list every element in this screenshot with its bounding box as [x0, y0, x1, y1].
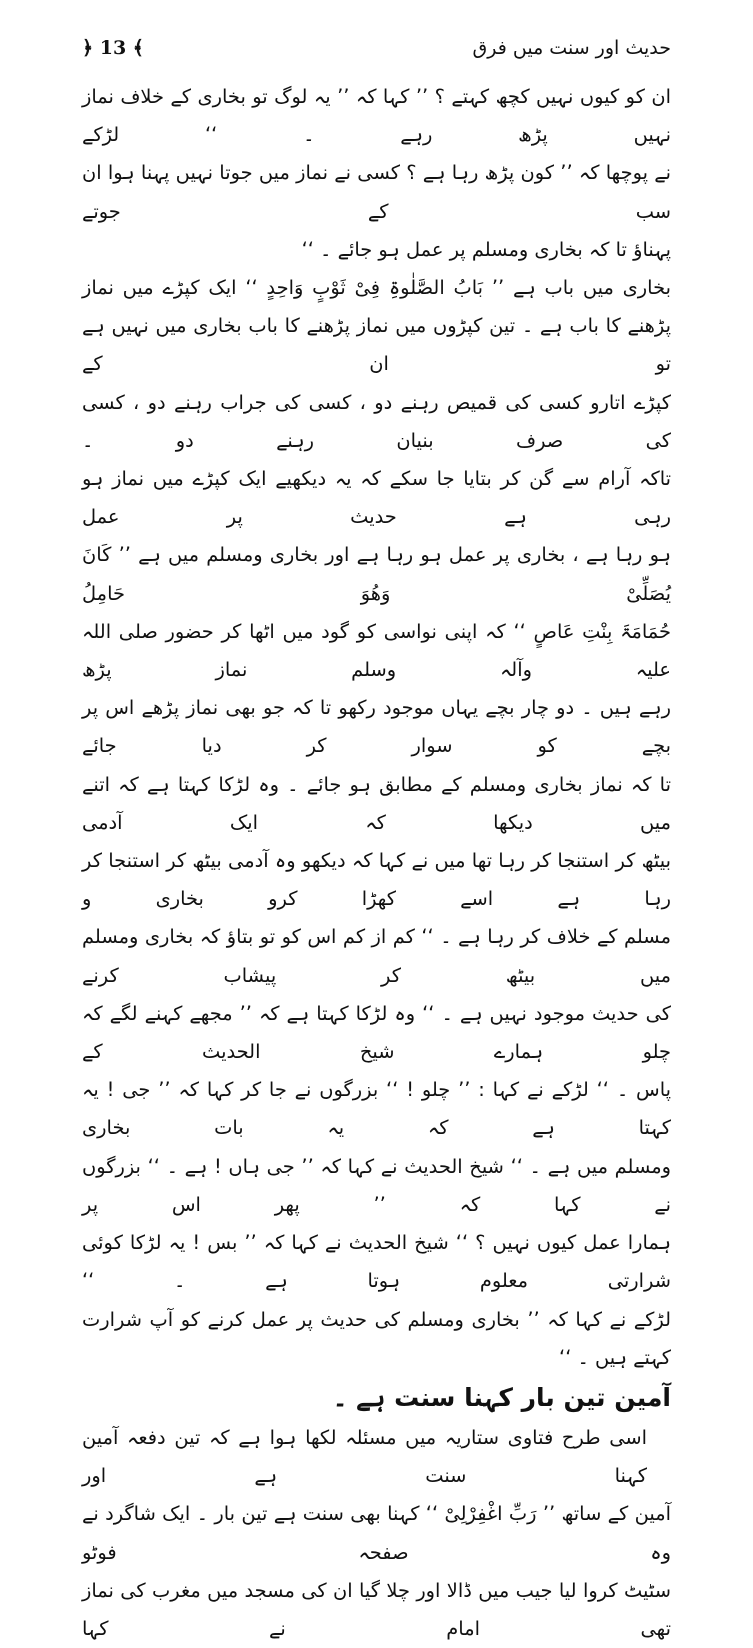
text-line: ہو رہا ہے ، بخاری پر عمل ہو رہا ہے اور بخاری ومسلم میں ہے ’’ کَانَ یُصَلِّیْ وَھُوَ حَامِلُ — [82, 543, 671, 605]
text-line: بیٹھ کر استنجا کر رہا تھا میں نے کہا کہ دیکھو وہ آدمی بیٹھ کر استنجا کر رہا ہے اسے کھڑا کرو بخاری و — [82, 849, 671, 911]
running-title: حدیث اور سنت میں فرق — [472, 37, 671, 59]
text-line: مسلم کے خلاف کر رہا ہے ۔ ‘‘ کم از کم اس کو تو بتاؤ کہ بخاری ومسلم میں بیٹھ کر پیشاب کرنے — [82, 925, 671, 987]
text-line: ومسلم میں ہے ۔ ‘‘ شیخ الحدیث نے کہا کہ ’’ جی ہاں ! ہے ۔ ‘‘ بزرگوں نے کہا کہ ’’ پھر اس پر — [82, 1154, 671, 1216]
text-line: لڑکے نے کہا کہ ’’ بخاری ومسلم کی حدیث پر عمل کرنے کو آپ شرارت کہتے ہیں ۔ ‘‘ — [82, 1307, 671, 1369]
text-line: نے پوچھا کہ ’’ کون پڑھ رہا ہے ؟ کسی نے نماز میں جوتا نہیں پہنا ہوا ان سب کے جوتے — [82, 161, 671, 223]
text-line: پڑھنے کا باب ہے ۔ تین کپڑوں میں نماز پڑھنے کا باب بخاری میں نہیں ہے تو ان کے — [82, 314, 671, 376]
text-line: بخاری میں باب ہے ’’ بَابُ الصَّلٰوۃِ فِیْ ثَوْبٍ وَاحِدٍ ‘‘ ایک کپڑے میں نماز — [82, 276, 671, 300]
text-line: رہے ہیں ۔ دو چار بچے یہاں موجود رکھو تا کہ جو بھی نماز پڑھے اس پر بچے کو سوار کر دیا جائے — [82, 696, 671, 758]
page-number: ﴿ 13 ﴾ — [82, 37, 144, 59]
text-line: سٹیٹ کروا لیا جیب میں ڈالا اور چلا گیا ان کی مسجد میں مغرب کی نماز تھی امام نے کہا — [82, 1578, 671, 1640]
text-line: تا کہ نماز بخاری ومسلم کے مطابق ہو جائے ۔ وہ لڑکا کہتا ہے کہ اتنے میں دیکھا کہ ایک آدمی — [82, 772, 671, 834]
text-line: ان کو کیوں نہیں کچھ کہتے ؟ ’’ کہا کہ ’’ یہ لوگ تو بخاری کے خلاف نماز نہیں پڑھ رہے ۔ ‘‘ لڑکے — [82, 85, 671, 147]
text-line: حُمَامَۃَ بِنْتِ عَاصٍ ‘‘ کہ اپنی نواسی کو گود میں اٹھا کر حضور صلی اللہ علیہ وآلہ وسلم نماز پڑھ — [82, 619, 671, 682]
text-line: پاس ۔ ‘‘ لڑکے نے کہا : ’’ چلو ! ‘‘ بزرگوں نے جا کر کہا کہ ’’ جی ! یہ کہتا ہے کہ یہ بات بخاری — [82, 1078, 671, 1140]
body-text — [82, 78, 671, 1648]
text-line: آمین کے ساتھ ’’ رَبِّ اغْفِرْلِیْ ‘‘ کہنا بھی سنت ہے تین بار ۔ ایک شاگرد نے وہ صفحہ فوٹو — [82, 1502, 671, 1564]
text-line: ہمارا عمل کیوں نہیں ؟ ‘‘ شیخ الحدیث نے کہا کہ ’’ بس ! یہ لڑکا کوئی شرارتی معلوم ہوتا ہے ۔ ‘‘ — [82, 1231, 671, 1293]
text-line: پہناؤ تا کہ بخاری ومسلم پر عمل ہو جائے ۔ ‘‘ — [301, 237, 671, 261]
text-line: کی حدیث موجود نہیں ہے ۔ ‘‘ وہ لڑکا کہتا ہے کہ ’’ مجھے کہنے لگے کہ چلو ہمارے شیخ الحدیث کے — [82, 1001, 671, 1064]
text-line: اسی طرح فتاوی ستاریہ میں مسئلہ لکھا ہوا ہے کہ تین دفعہ آمین کہنا سنت ہے اور — [82, 1425, 647, 1488]
text-line: تاکہ آرام سے گن کر بتایا جا سکے کہ یہ دیکھیے ایک کپڑے میں نماز ہو رہی ہے حدیث پر عمل — [82, 467, 671, 529]
page-header — [82, 30, 671, 66]
section-heading: آمین تین بار کہنا سنت ہے ۔ — [332, 1382, 671, 1412]
text-line: کپڑے اتارو کسی کی قمیص رہنے دو ، کسی کی جراب رہنے دو ، کسی کی صرف بنیان رہنے دو ۔ — [82, 390, 671, 452]
